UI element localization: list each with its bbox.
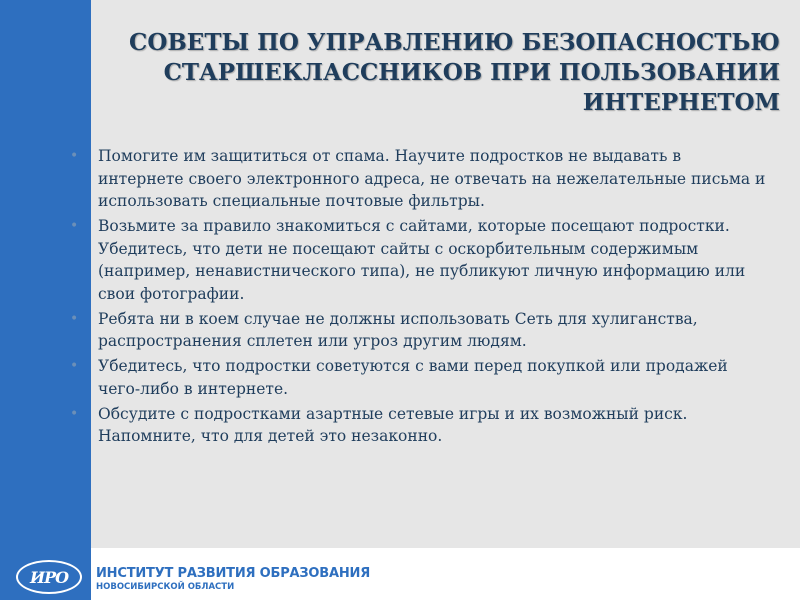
footer-accent-bar [0, 548, 91, 600]
bullet-dot: • [70, 358, 79, 374]
org-name-line-2: НОВОСИБИРСКОЙ ОБЛАСТИ [96, 582, 235, 592]
bullet-text: Помогите им защититься от спама. Научите подростков не выдавать в интернете своего электронного адреса, не отвечать на нежелательные письма и использовать специальные почтовые фильтры. [98, 147, 766, 210]
bullet-dot: • [70, 218, 79, 234]
logo-text: ИРО [29, 567, 69, 587]
bullet-dot: • [70, 310, 79, 327]
bullet-text: Возьмите за правило знакомиться с сайтами, которые посещают подростки. Убедитесь, что дети не посещают сайты с оскорбительным содержимым (например, ненавистнического типа), не публикуют личную информацию или свои фотографии. [98, 217, 746, 303]
slide-title [100, 28, 780, 118]
bullet-dot: • [70, 405, 79, 422]
bullet-list [70, 145, 770, 450]
bullet-item [70, 308, 770, 353]
org-name-line-1: ИНСТИТУТ РАЗВИТИЯ ОБРАЗОВАНИЯ [96, 566, 371, 581]
organization-name [96, 566, 370, 593]
bullet-text: Убедитесь, что подростки советуются с вами перед покупкой или продажей чего-либо в интернете. [98, 357, 728, 398]
bullet-item [70, 355, 770, 400]
bullet-text: Ребята ни в коем случае не должны использовать Сеть для хулиганства, распространения сплетен или угроз другим людям. [98, 309, 698, 350]
title-line-1: СОВЕТЫ ПО УПРАВЛЕНИЮ БЕЗОПАСНОСТЬЮ [129, 29, 780, 56]
institute-logo [16, 560, 82, 594]
footer [0, 548, 800, 600]
bullet-item [70, 403, 770, 448]
title-line-3: ИНТЕРНЕТОМ [582, 89, 780, 116]
bullet-text: Обсудите с подростками азартные сетевые игры и их возможный риск. Напомните, что для детей это незаконно. [98, 404, 688, 445]
bullet-dot: • [70, 148, 79, 164]
bullet-item [70, 215, 770, 305]
title-line-2: СТАРШЕКЛАССНИКОВ ПРИ ПОЛЬЗОВАНИИ [163, 59, 780, 86]
bullet-item [70, 145, 770, 213]
